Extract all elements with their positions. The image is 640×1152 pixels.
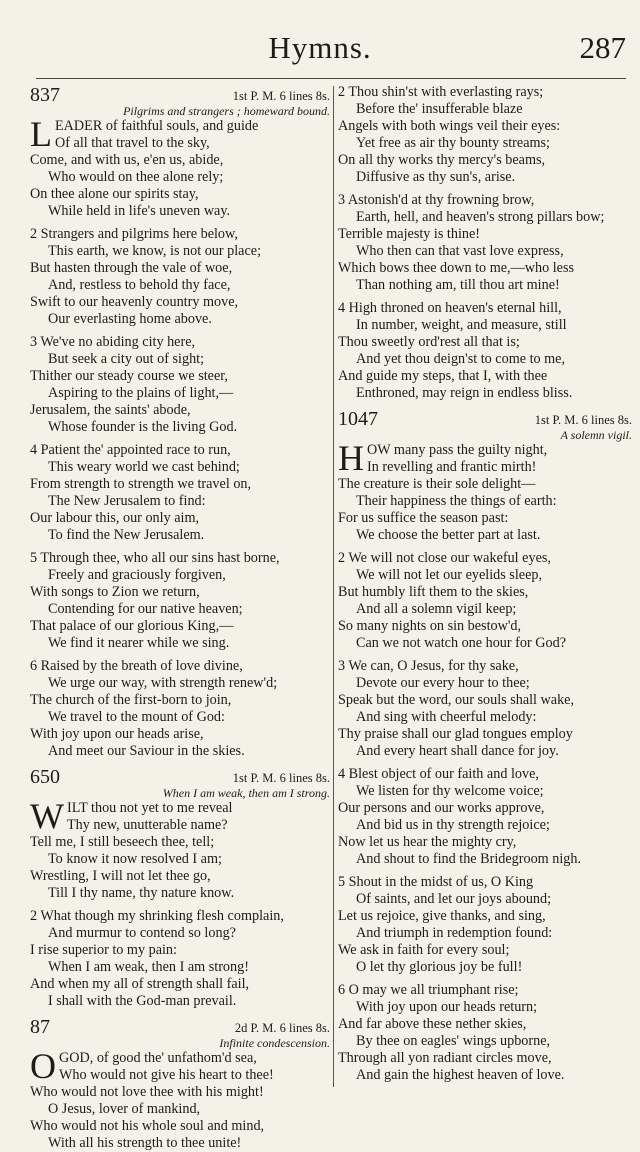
verse-line: We urge our way, with strength renew'd; (48, 675, 278, 691)
verse-line: We will not let our eyelids sleep, (356, 567, 543, 583)
verse-line: GOD, of good the' unfathom'd sea, (59, 1050, 257, 1066)
verse-line: The church of the first-born to join, (30, 692, 232, 708)
verse-line: 6 O may we all triumphant rise; (338, 982, 519, 998)
hymn-meter: 1st P. M. 6 lines 8s. (232, 771, 330, 785)
verse (338, 300, 632, 402)
verse (30, 908, 330, 1010)
hymn-meter: 1st P. M. 6 lines 8s. (232, 89, 330, 103)
verse-line: With all his strength to thee unite! (48, 1135, 242, 1151)
verse-line: 5 Shout in the midst of us, O King (338, 874, 534, 890)
verse-line: Wrestling, I will not let thee go, (30, 868, 211, 884)
verse (338, 192, 632, 294)
verse (338, 658, 632, 760)
verse-line: By thee on eagles' wings upborne, (356, 1033, 551, 1049)
verse-line: On thee alone our spirits stay, (30, 186, 199, 202)
verse-line: And shout to find the Bridegroom nigh. (356, 851, 582, 867)
drop-cap: H (338, 438, 364, 478)
verse (30, 1046, 330, 1152)
verse-line: 2 Strangers and pilgrims here below, (30, 226, 238, 242)
verse-line: And, restless to behold thy face, (48, 277, 231, 293)
verse-line: O let thy glorious joy be full! (356, 959, 523, 975)
verse-line: I shall with the God-man prevail. (48, 993, 237, 1009)
verse-line: And bid us in thy strength rejoice; (356, 817, 550, 833)
verse-line: 3 We've no abiding city here, (30, 334, 196, 350)
verse-line: With joy upon our heads return; (356, 999, 538, 1015)
hymn-meter: 2d P. M. 6 lines 8s. (234, 1021, 330, 1035)
verse-line: We listen for thy welcome voice; (356, 783, 544, 799)
verse-line: Than nothing am, till thou art mine! (356, 277, 560, 293)
verse-line: Devote our every hour to thee; (356, 675, 530, 691)
verse (338, 982, 632, 1084)
header-rule (36, 78, 626, 79)
verse-line: 6 Raised by the breath of love divine, (30, 658, 243, 674)
verse-line: On all thy works thy mercy's beams, (338, 152, 546, 168)
verse-line: Of saints, and let our joys abound; (356, 891, 552, 907)
verse-line: And far above these nether skies, (338, 1016, 527, 1032)
hymn-87-continuation (338, 84, 632, 402)
hymn-number: 837 (30, 84, 60, 106)
verse (338, 84, 632, 186)
verse-line: Before the' insufferable blaze (356, 101, 523, 117)
verse (30, 334, 330, 436)
verse-line: Our everlasting home above. (48, 311, 212, 327)
verse-line: Enthroned, may reign in endless bliss. (356, 385, 573, 401)
verse-line: Come, and with us, e'en us, abide, (30, 152, 224, 168)
hymn-heading (338, 408, 632, 442)
verse-line: And triumph in redemption found: (356, 925, 553, 941)
verse-line: In revelling and frantic mirth! (367, 459, 537, 475)
verse-line: Earth, hell, and heaven's strong pillars bow; (356, 209, 605, 225)
hymn-heading (30, 766, 330, 800)
drop-cap: L (30, 114, 52, 154)
verse-line: Thither our steady course we steer, (30, 368, 228, 384)
verse-line: This earth, we know, is not our place; (48, 243, 262, 259)
verse-line: Through all yon radiant circles move, (338, 1050, 552, 1066)
verse-line: In number, weight, and measure, still (356, 317, 567, 333)
verse-line: To know it now resolved I am; (48, 851, 222, 867)
verse (30, 226, 330, 328)
verse-line: Our labour this, our only aim, (30, 510, 200, 526)
verse-line: Thou sweetly ord'rest all that is; (338, 334, 520, 350)
verse-line: Yet free as air thy bounty streams; (356, 135, 550, 151)
hymn-837 (30, 84, 330, 760)
verse-line: And sing with cheerful melody: (356, 709, 537, 725)
verse-line: Whose founder is the living God. (48, 419, 238, 435)
verse-line: Till I thy name, thy nature know. (48, 885, 235, 901)
verse-line: And murmur to contend so long? (48, 925, 236, 941)
verse-line: Angels with both wings veil their eyes: (338, 118, 561, 134)
verse (30, 114, 330, 220)
hymn-1047 (338, 408, 632, 1084)
hymn-subtitle: A solemn vigil. (560, 428, 632, 442)
verse-line: 2 Thou shin'st with everlasting rays; (338, 84, 544, 100)
verse-line: 3 We can, O Jesus, for thy sake, (338, 658, 519, 674)
verse-line: From strength to strength we travel on, (30, 476, 252, 492)
verse (338, 438, 632, 544)
hymn-subtitle: When I am weak, then am I strong. (162, 786, 330, 800)
verse (338, 766, 632, 868)
hymn-650 (30, 766, 330, 1010)
page-number: 287 (579, 30, 626, 65)
hymn-heading (30, 84, 330, 118)
verse-line: So many nights on sin bestow'd, (338, 618, 522, 634)
verse-line: 4 Patient the' appointed race to run, (30, 442, 231, 458)
verse-line: Can we not watch one hour for God? (356, 635, 566, 651)
hymn-subtitle: Pilgrims and strangers ; homeward bound. (123, 104, 330, 118)
verse-line: But seek a city out of sight; (48, 351, 205, 367)
verse-line: Let us rejoice, give thanks, and sing, (338, 908, 546, 924)
verse-line: Which bows thee down to me,—who less (338, 260, 575, 276)
verse (30, 658, 330, 760)
verse-line: 3 Astonish'd at thy frowning brow, (338, 192, 535, 208)
verse-line: Swift to our heavenly country move, (30, 294, 239, 310)
verse-line: With joy upon our heads arise, (30, 726, 204, 742)
verse-line: 4 Blest object of our faith and love, (338, 766, 539, 782)
verse-line: That palace of our glorious King,— (30, 618, 234, 634)
verse-line: We choose the better part at last. (356, 527, 541, 543)
verse-line: 2 What though my shrinking flesh complain, (30, 908, 284, 924)
verse-line: The creature is their sole delight— (338, 476, 536, 492)
hymn-87 (30, 1016, 330, 1152)
drop-cap: W (30, 796, 64, 836)
verse (338, 874, 632, 976)
verse (30, 442, 330, 544)
verse-line: O Jesus, lover of mankind, (48, 1101, 201, 1117)
verse-line: And guide my steps, that I, with thee (338, 368, 548, 384)
verse-line: Jerusalem, the saints' abode, (30, 402, 191, 418)
verse-line: With songs to Zion we return, (30, 584, 200, 600)
verse-line: To find the New Jerusalem. (48, 527, 205, 543)
verse-line: EADER of faithful souls, and guide (55, 118, 259, 134)
hymn-heading (30, 1016, 330, 1050)
column-divider (333, 86, 334, 1087)
verse-line: 5 Through thee, who all our sins hast borne, (30, 550, 280, 566)
verse-line: And gain the highest heaven of love. (356, 1067, 565, 1083)
verse-line: I rise superior to my pain: (30, 942, 177, 958)
verse-line: And all a solemn vigil keep; (356, 601, 517, 617)
page-header (0, 0, 640, 82)
verse-line: 2 We will not close our wakeful eyes, (338, 550, 551, 566)
verse-line: And every heart shall dance for joy. (356, 743, 559, 759)
hymn-subtitle: Infinite condescension. (219, 1036, 330, 1050)
verse-line: We find it nearer while we sing. (48, 635, 230, 651)
verse-line: This weary world we cast behind; (48, 459, 240, 475)
verse-line: And yet thou deign'st to come to me, (356, 351, 566, 367)
verse-line: For us suffice the season past: (338, 510, 509, 526)
hymn-number: 87 (30, 1016, 50, 1038)
verse-line: But humbly lift them to the skies, (338, 584, 529, 600)
verse-line: Speak but the word, our souls shall wake, (338, 692, 575, 708)
verse-line: Aspiring to the plains of light,— (48, 385, 234, 401)
verse-line: When I am weak, then I am strong! (48, 959, 249, 975)
hymn-number: 1047 (338, 408, 378, 430)
verse-line: Who then can that vast love express, (356, 243, 564, 259)
verse-line: Thy new, unutterable name? (66, 817, 228, 833)
verse-line: ILT thou not yet to me reveal (66, 800, 233, 816)
page-title: Hymns. (268, 30, 372, 65)
verse-line: While held in life's uneven way. (48, 203, 231, 219)
verse-line: Of all that travel to the sky, (55, 135, 210, 151)
verse-line: Who would not love thee with his might! (30, 1084, 264, 1100)
verse-line: The New Jerusalem to find: (48, 493, 206, 509)
verse-line: Their happiness the things of earth: (356, 493, 557, 509)
verse-line: Who would not give his heart to thee! (59, 1067, 274, 1083)
verse-line: Diffusive as thy sun's, arise. (356, 169, 516, 185)
drop-cap: O (30, 1046, 56, 1086)
verse-line: Freely and graciously forgiven, (48, 567, 226, 583)
hymn-meter: 1st P. M. 6 lines 8s. (534, 413, 632, 427)
verse-line: Thy praise shall our glad tongues employ (338, 726, 573, 742)
verse-line: Contending for our native heaven; (48, 601, 243, 617)
verse-line: We travel to the mount of God: (48, 709, 225, 725)
right-column (338, 84, 632, 1097)
verse-line: Tell me, I still beseech thee, tell; (30, 834, 215, 850)
verse-line: Who would not his whole soul and mind, (30, 1118, 265, 1134)
left-column (30, 84, 330, 1151)
verse-line: Terrible majesty is thine! (338, 226, 481, 242)
verse (30, 796, 330, 902)
verse (30, 550, 330, 652)
verse-line: Our persons and our works approve, (338, 800, 545, 816)
verse-line: We ask in faith for every soul; (338, 942, 510, 958)
verse-line: But hasten through the vale of woe, (30, 260, 233, 276)
verse (338, 550, 632, 652)
verse-line: Now let us hear the mighty cry, (338, 834, 517, 850)
verse-line: OW many pass the guilty night, (367, 442, 548, 458)
verse-line: Who would on thee alone rely; (48, 169, 224, 185)
verse-line: And when my all of strength shall fail, (30, 976, 250, 992)
hymn-number: 650 (30, 766, 60, 788)
verse-line: And meet our Saviour in the skies. (48, 743, 245, 759)
verse-line: 4 High throned on heaven's eternal hill, (338, 300, 562, 316)
